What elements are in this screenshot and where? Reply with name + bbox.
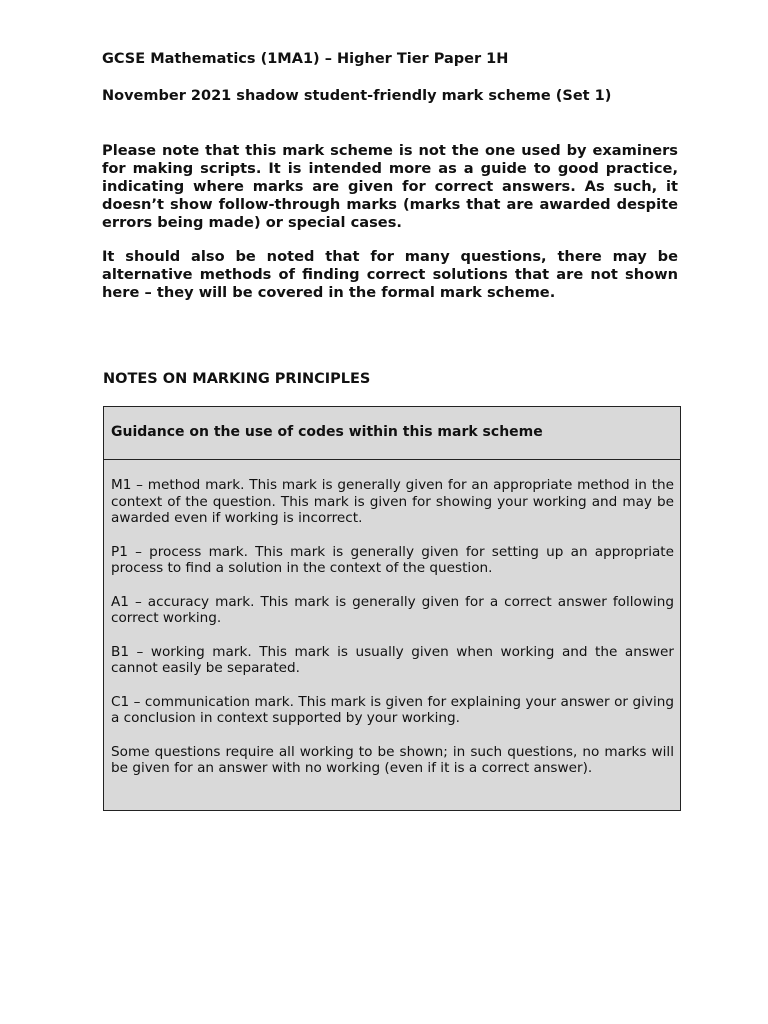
marking-codes-box (103, 406, 681, 811)
code-item-p1: P1 – process mark. This mark is generally given for setting up an appropriate process to find a solution in the context of the question. (111, 543, 674, 576)
marking-codes-list (104, 460, 680, 777)
code-item-m1: M1 – method mark. This mark is generally given for an appropriate method in the context of the question. This mark is given for showing your working and may be awarded even if working is incorrect. (111, 477, 674, 526)
code-item-working-required: Some questions require all working to be shown; in such questions, no marks will be given for an answer with no working (even if it is a correct answer). (111, 743, 674, 776)
intro-paragraph-disclaimer: Please note that this mark scheme is not the one used by examiners for making scripts. It is intended more as a guide to good practice, indicating where marks are given for correct answers. As such, it doesn’t show follow-through marks (marks that are awarded despite errors being made) or special cases. (102, 142, 678, 231)
marking-codes-box-title: Guidance on the use of codes within this mark scheme (104, 407, 680, 460)
code-item-a1: A1 – accuracy mark. This mark is generally given for a correct answer following correct working. (111, 593, 674, 626)
code-item-c1: C1 – communication mark. This mark is given for explaining your answer or giving a conclusion in context supported by your working. (111, 693, 674, 726)
code-item-b1: B1 – working mark. This mark is usually given when working and the answer cannot easily be separated. (111, 643, 674, 676)
document-subtitle: November 2021 shadow student-friendly mark scheme (Set 1) (102, 88, 612, 104)
notes-heading: NOTES ON MARKING PRINCIPLES (103, 371, 371, 387)
document-title: GCSE Mathematics (1MA1) – Higher Tier Paper 1H (102, 51, 509, 67)
intro-paragraph-alternative-methods: It should also be noted that for many questions, there may be alternative methods of finding correct solutions that are not shown here – they will be covered in the formal mark scheme. (102, 248, 678, 301)
